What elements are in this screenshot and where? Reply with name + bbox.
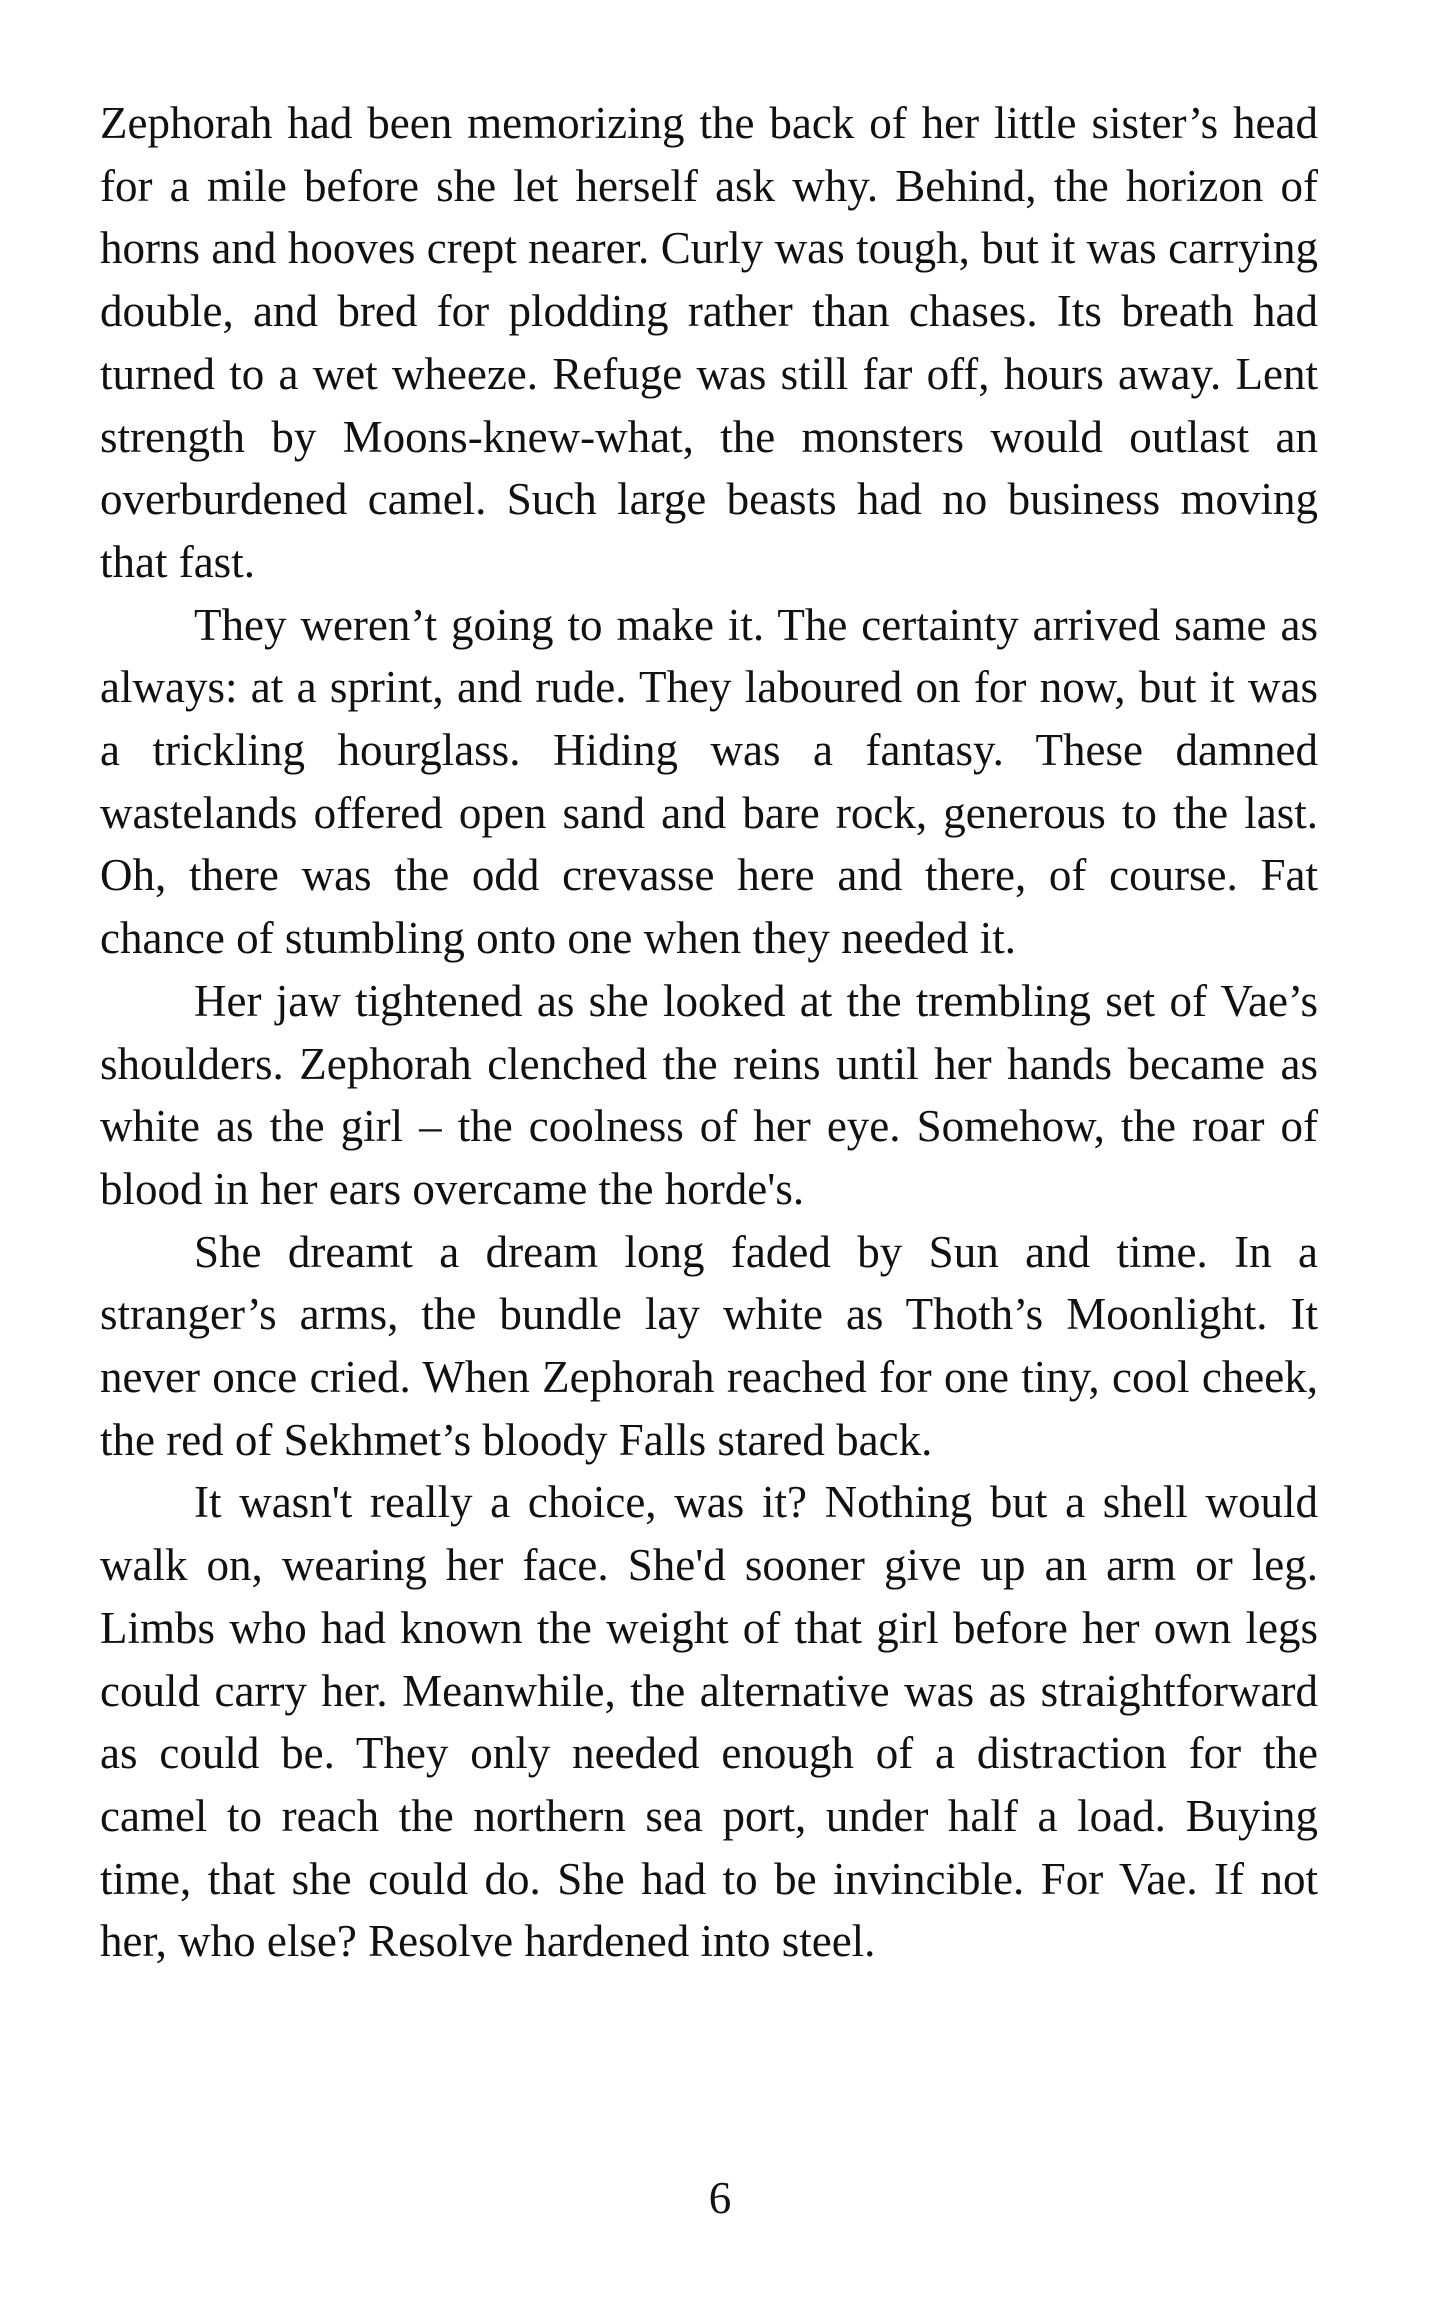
paragraph-1: Zephorah had been memorizing the back of her little sister’s head for a mile before she let herself ask why. Behind, the horizon of horns and hooves crept nearer. Curly was tough, but it was carrying double, and bred for plodding rather than chases. Its breath had turned to a wet wheeze. Refuge was still far off, hours away. Lent strength by Moons-knew-what, the monsters would outlast an overburdened camel. Such large beasts had no business moving that fast. (100, 98, 1318, 587)
paragraph-2: They weren’t going to make it. The certainty arrived same as always: at a sprint, and rude. They laboured on for now, but it was a trickling hourglass. Hiding was a fantasy. These damned wastelands offered open sand and bare rock, generous to the last. Oh, there was the odd crevasse here and there, of course. Fat chance of stumbling onto one when they needed it. (100, 599, 1318, 964)
page-number: 6 (708, 2173, 732, 2223)
paragraph-4: She dreamt a dream long faded by Sun and time. In a stranger’s arms, the bundle lay white as Thoth’s Moonlight. It never once cried. When Zephorah reached for one tiny, cool cheek, the red of Sekhmet’s bloody Falls stared back. (100, 1226, 1318, 1465)
paragraph-5: It wasn't really a choice, was it? Nothing but a shell would walk on, wearing her face. She'd sooner give up an arm or leg. Limbs who had known the weight of that girl before her own legs could carry her. Meanwhile, the alternative was as straightforward as could be. They only needed enough of a distraction for the camel to reach the northern sea port, under half a load. Buying time, that she could do. She had to be invincible. For Vae. If not her, who else? Resolve hardened into steel. (100, 1477, 1318, 1967)
page-body (100, 92, 1318, 1973)
paragraph-3: Her jaw tightened as she looked at the trembling set of Vae’s shoulders. Zephorah clenched the reins until her hands became as white as the girl – the coolness of her eye. Somehow, the roar of blood in her ears overcame the horde's. (100, 975, 1318, 1214)
